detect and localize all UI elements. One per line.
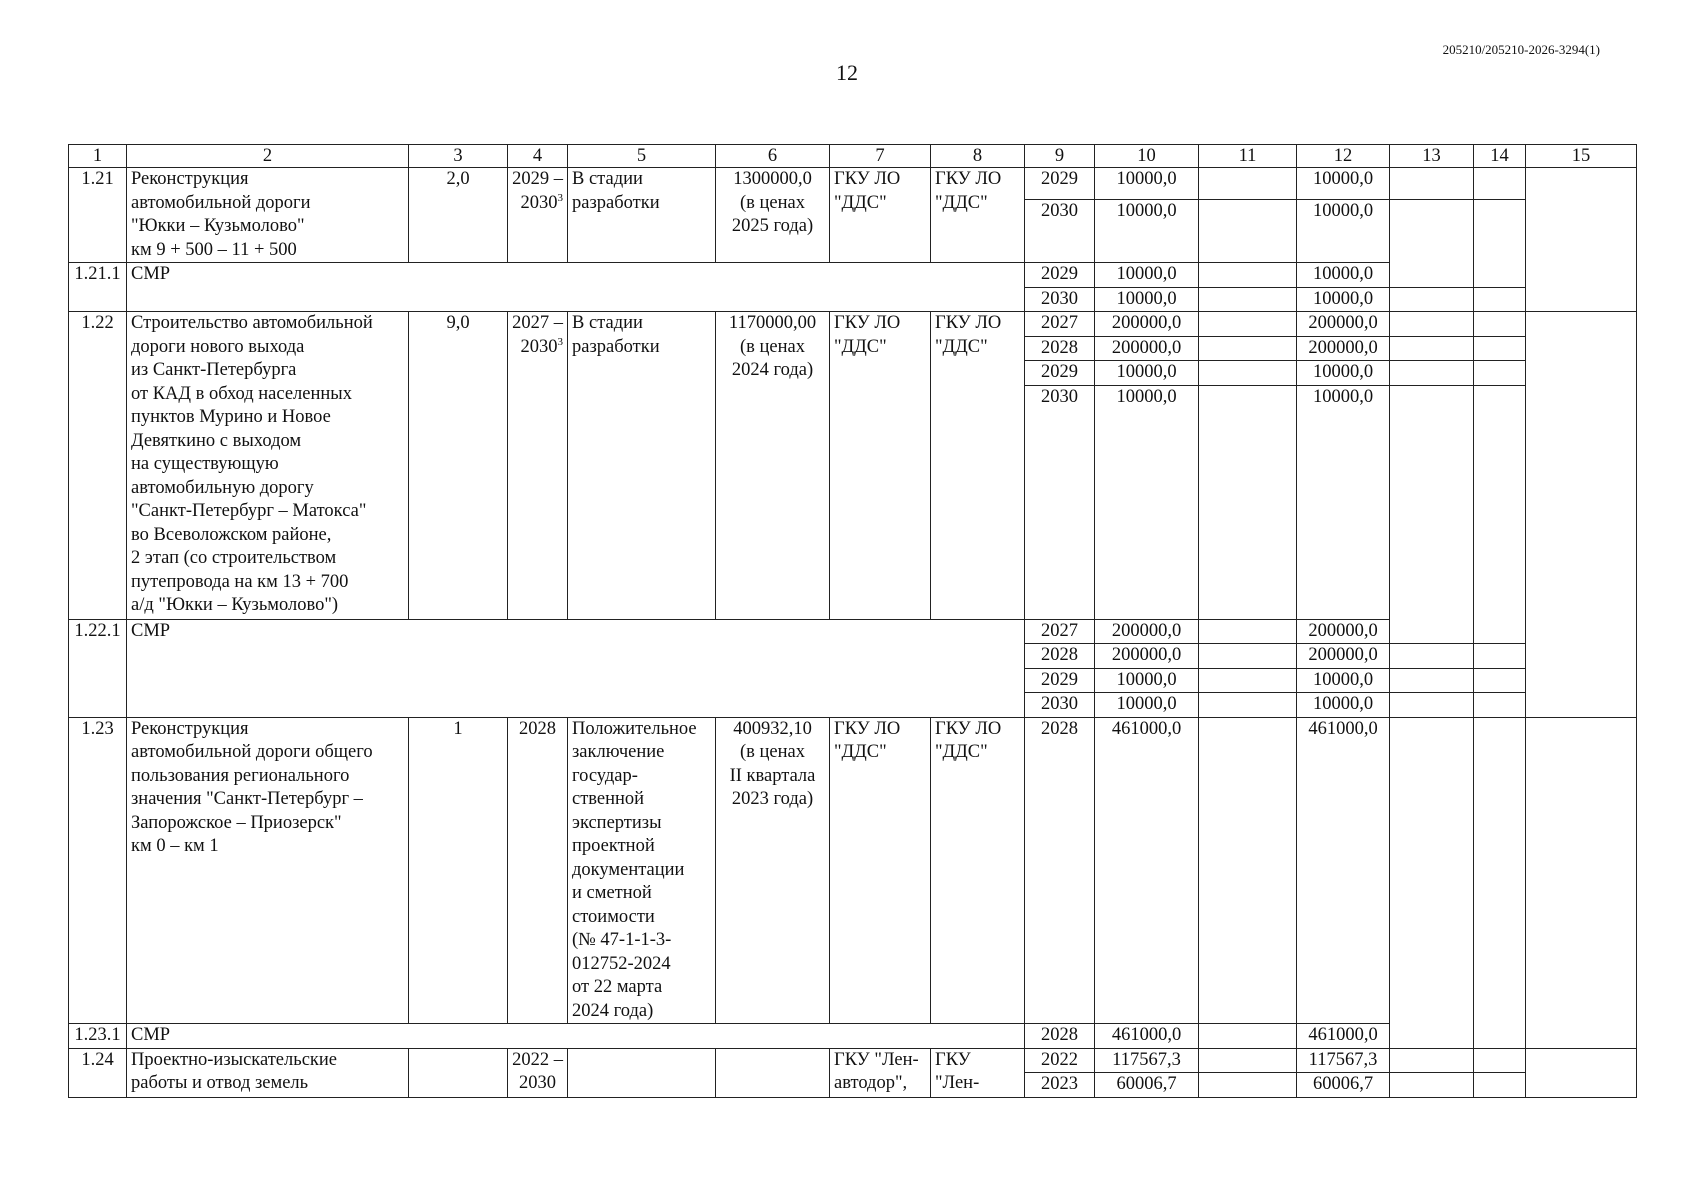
amount-col12: 200000,0 [1297, 619, 1390, 644]
amount-col12: 461000,0 [1297, 1024, 1390, 1049]
estimated-cost [716, 1048, 830, 1097]
table-row [69, 312, 1637, 337]
cell-col11 [1199, 263, 1297, 288]
amount-col12: 200000,0 [1297, 336, 1390, 361]
amount-col10: 200000,0 [1095, 336, 1199, 361]
period-text: 2027 – 2030 [512, 313, 563, 357]
cell-col13 [1390, 693, 1474, 718]
cell-col14 [1474, 312, 1526, 337]
cell-col14 [1474, 263, 1526, 288]
cell-col13 [1390, 200, 1474, 263]
object-name: Реконструкция автомобильной дороги общего пользования регионального значения "Санкт-Петербург – Запорожское – Приозерск" км 0 – км 1 [127, 717, 409, 1024]
amount-col10: 461000,0 [1095, 1024, 1199, 1049]
table-row [69, 717, 1637, 1024]
amount-col10: 10000,0 [1095, 200, 1199, 263]
cell-col11 [1199, 668, 1297, 693]
cell-col11 [1199, 1024, 1297, 1049]
cell-col11 [1199, 361, 1297, 386]
table-row [69, 168, 1637, 200]
cell-col15 [1526, 312, 1637, 718]
cell-col11 [1199, 200, 1297, 263]
project-stage: Положительное заключение государ- ственной экспертизы проектной документации и сметной стоимости (№ 47-1-1-3- 012752-2024 от 22 марта 2024 года) [568, 717, 716, 1024]
column-header: 13 [1390, 145, 1474, 168]
year: 2028 [1025, 717, 1095, 1024]
column-header: 11 [1199, 145, 1297, 168]
table-row [69, 263, 1637, 288]
row-number: 1.21.1 [69, 263, 127, 312]
work-type: СМР [127, 619, 1025, 717]
cell-col14 [1474, 361, 1526, 386]
cell-col13 [1390, 336, 1474, 361]
cell-col11 [1199, 287, 1297, 312]
cell-col13 [1390, 619, 1474, 644]
cell-col14 [1474, 1048, 1526, 1073]
amount-col10: 10000,0 [1095, 385, 1199, 619]
amount-col12: 10000,0 [1297, 287, 1390, 312]
amount-col10: 10000,0 [1095, 168, 1199, 200]
cell-col11 [1199, 168, 1297, 200]
row-number: 1.23.1 [69, 1024, 127, 1049]
amount-col12: 461000,0 [1297, 717, 1390, 1024]
year: 2029 [1025, 361, 1095, 386]
amount-col12: 117567,3 [1297, 1048, 1390, 1073]
recipient: ГКУ ЛО "ДДС" [931, 717, 1025, 1024]
year: 2029 [1025, 668, 1095, 693]
amount-col10: 200000,0 [1095, 312, 1199, 337]
amount-col10: 200000,0 [1095, 619, 1199, 644]
cell-col14 [1474, 693, 1526, 718]
recipient: ГКУ "Лен- [931, 1048, 1025, 1097]
column-header: 10 [1095, 145, 1199, 168]
cell-col13 [1390, 263, 1474, 288]
project-stage [568, 1048, 716, 1097]
row-number: 1.24 [69, 1048, 127, 1097]
work-type: СМР [127, 263, 1025, 312]
length-km: 1 [409, 717, 508, 1024]
cell-col13 [1390, 668, 1474, 693]
table-row [69, 1048, 1637, 1073]
cell-col15 [1526, 717, 1637, 1048]
customer: ГКУ ЛО "ДДС" [830, 168, 931, 263]
amount-col12: 10000,0 [1297, 693, 1390, 718]
object-name: Реконструкция автомобильной дороги "Юкки – Кузьмолово" км 9 + 500 – 11 + 500 [127, 168, 409, 263]
year: 2030 [1025, 287, 1095, 312]
cell-col14 [1474, 668, 1526, 693]
cell-col11 [1199, 693, 1297, 718]
column-header: 1 [69, 145, 127, 168]
cell-col13 [1390, 312, 1474, 337]
amount-col12: 200000,0 [1297, 644, 1390, 669]
object-name: Строительство автомобильной дороги нового выхода из Санкт-Петербурга от КАД в обход населенных пунктов Мурино и Новое Девяткино с выходом на существующую автомобильную дорогу "Санкт-Петербург – Матокса" во Всеволожском районе, 2 этап (со строительством путепровода на км 13 + 700 а/д "Юкки – Кузьмолово") [127, 312, 409, 620]
column-header: 9 [1025, 145, 1095, 168]
cell-col13 [1390, 1048, 1474, 1073]
customer: ГКУ "Лен- автодор", [830, 1048, 931, 1097]
column-header: 5 [568, 145, 716, 168]
amount-col10: 10000,0 [1095, 287, 1199, 312]
table-row [69, 619, 1637, 644]
amount-col10: 117567,3 [1095, 1048, 1199, 1073]
amount-col10: 10000,0 [1095, 263, 1199, 288]
column-number-row [69, 145, 1637, 168]
cell-col13 [1390, 168, 1474, 200]
amount-col12: 10000,0 [1297, 385, 1390, 619]
row-number: 1.22 [69, 312, 127, 620]
amount-col10: 10000,0 [1095, 361, 1199, 386]
year: 2022 [1025, 1048, 1095, 1073]
year: 2028 [1025, 336, 1095, 361]
row-number: 1.22.1 [69, 619, 127, 717]
amount-col12: 200000,0 [1297, 312, 1390, 337]
project-stage: В стадии разработки [568, 312, 716, 620]
estimated-cost: 1170000,00 (в ценах 2024 года) [716, 312, 830, 620]
amount-col12: 10000,0 [1297, 200, 1390, 263]
cell-col14 [1474, 385, 1526, 619]
column-header: 6 [716, 145, 830, 168]
estimated-cost: 1300000,0 (в ценах 2025 года) [716, 168, 830, 263]
customer: ГКУ ЛО "ДДС" [830, 717, 931, 1024]
amount-col12: 10000,0 [1297, 668, 1390, 693]
cell-col14 [1474, 619, 1526, 644]
column-header: 8 [931, 145, 1025, 168]
page-number: 12 [836, 60, 858, 85]
cell-col11 [1199, 385, 1297, 619]
column-header: 12 [1297, 145, 1390, 168]
cell-col11 [1199, 644, 1297, 669]
cell-col13 [1390, 385, 1474, 619]
document-id: 205210/205210-2026-3294(1) [1442, 42, 1600, 57]
cell-col14 [1474, 336, 1526, 361]
cell-col15 [1526, 1048, 1637, 1097]
cell-col14 [1474, 287, 1526, 312]
table-row [69, 1024, 1637, 1049]
footnote-mark: 3 [557, 335, 563, 348]
year: 2029 [1025, 263, 1095, 288]
row-number: 1.23 [69, 717, 127, 1024]
cell-col14 [1474, 1073, 1526, 1098]
cell-col13 [1390, 1024, 1474, 1049]
cell-col14 [1474, 168, 1526, 200]
year: 2030 [1025, 693, 1095, 718]
amount-col10: 461000,0 [1095, 717, 1199, 1024]
estimated-cost: 400932,10 (в ценах II квартала 2023 года) [716, 717, 830, 1024]
period [508, 312, 568, 620]
period: 2028 [508, 717, 568, 1024]
cell-col14 [1474, 200, 1526, 263]
year: 2023 [1025, 1073, 1095, 1098]
year: 2027 [1025, 619, 1095, 644]
column-header: 15 [1526, 145, 1637, 168]
cell-col13 [1390, 1073, 1474, 1098]
amount-col10: 10000,0 [1095, 668, 1199, 693]
length-km: 9,0 [409, 312, 508, 620]
period: 2022 – 2030 [508, 1048, 568, 1097]
cell-col13 [1390, 644, 1474, 669]
amount-col12: 10000,0 [1297, 263, 1390, 288]
year: 2030 [1025, 200, 1095, 263]
recipient: ГКУ ЛО "ДДС" [931, 312, 1025, 620]
column-header: 3 [409, 145, 508, 168]
amount-col12: 10000,0 [1297, 168, 1390, 200]
cell-col14 [1474, 1024, 1526, 1049]
amount-col12: 10000,0 [1297, 361, 1390, 386]
object-name: Проектно-изыскательские работы и отвод земель [127, 1048, 409, 1097]
length-km [409, 1048, 508, 1097]
cell-col11 [1199, 717, 1297, 1024]
cell-col13 [1390, 361, 1474, 386]
row-number: 1.21 [69, 168, 127, 263]
year: 2027 [1025, 312, 1095, 337]
cell-col15 [1526, 168, 1637, 312]
year: 2029 [1025, 168, 1095, 200]
cell-col14 [1474, 644, 1526, 669]
period-text: 2029 – 2030 [512, 169, 563, 213]
column-header: 4 [508, 145, 568, 168]
recipient: ГКУ ЛО "ДДС" [931, 168, 1025, 263]
cell-col11 [1199, 312, 1297, 337]
cell-col14 [1474, 717, 1526, 1024]
column-header: 14 [1474, 145, 1526, 168]
cell-col13 [1390, 717, 1474, 1024]
cell-col13 [1390, 287, 1474, 312]
amount-col12: 60006,7 [1297, 1073, 1390, 1098]
footnote-mark: 3 [557, 191, 563, 204]
customer: ГКУ ЛО "ДДС" [830, 312, 931, 620]
column-header: 7 [830, 145, 931, 168]
amount-col10: 200000,0 [1095, 644, 1199, 669]
column-header: 2 [127, 145, 409, 168]
cell-col11 [1199, 1048, 1297, 1073]
cell-col11 [1199, 1073, 1297, 1098]
amount-col10: 10000,0 [1095, 693, 1199, 718]
period [508, 168, 568, 263]
work-type: СМР [127, 1024, 1025, 1049]
cell-col11 [1199, 336, 1297, 361]
length-km: 2,0 [409, 168, 508, 263]
year: 2030 [1025, 385, 1095, 619]
project-stage: В стадии разработки [568, 168, 716, 263]
year: 2028 [1025, 644, 1095, 669]
year: 2028 [1025, 1024, 1095, 1049]
cell-col11 [1199, 619, 1297, 644]
program-table [68, 144, 1637, 1098]
amount-col10: 60006,7 [1095, 1073, 1199, 1098]
